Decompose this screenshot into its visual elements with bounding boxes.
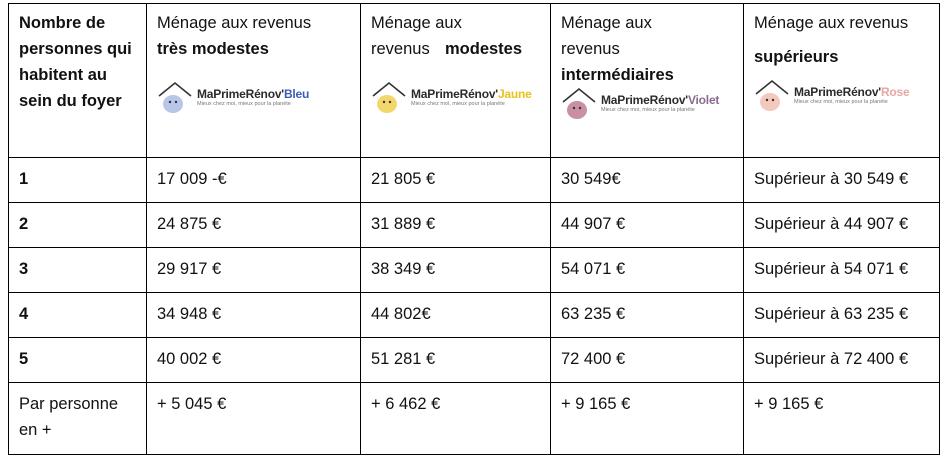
modestes-cell: + 6 462 € [361,383,551,455]
superieurs-cell: + 9 165 € [744,383,940,455]
intermediaires-cell: 63 235 € [551,293,744,338]
superieurs-cell: Supérieur à 72 400 € [744,338,940,383]
persons-cell: 5 [9,338,147,383]
maprimerenov-bleu-logo [157,80,350,116]
logo-tagline: Mieux chez moi, mieux pour la planète [601,107,695,113]
table-header-row [9,4,940,158]
header-modestes-bold: modestes [445,40,523,58]
modestes-cell: 21 805 € [361,158,551,203]
persons-cell: 2 [9,203,147,248]
tres-modestes-cell: 24 875 € [147,203,361,248]
logo-tagline: Mieux chez moi, mieux pour la planète [411,101,505,107]
logo-tagline: Mieux chez moi, mieux pour la planète [197,101,291,107]
table-row-per-person [9,383,940,455]
logo-brand: MaPrimeRénov'Rose [794,85,910,99]
tres-modestes-cell: + 5 045 € [147,383,361,455]
modestes-cell: 38 349 € [361,248,551,293]
header-persons-label: Nombre de personnes qui habitent au sein du foyer [19,14,132,110]
modestes-cell: 51 281 € [361,338,551,383]
logo-tagline: Mieux chez moi, mieux pour la planète [794,99,888,105]
tres-modestes-cell: 29 917 € [147,248,361,293]
header-superieurs [744,4,940,158]
logo-brand: MaPrimeRénov'Bleu [197,87,310,101]
superieurs-cell: Supérieur à 30 549 € [744,158,940,203]
logo-brand: MaPrimeRénov'Violet [601,93,720,107]
table-row [9,248,940,293]
header-modestes [361,4,551,158]
house-face-icon [157,80,197,116]
header-tres-modestes-bold: très modestes [157,40,269,58]
table-row [9,338,940,383]
header-modestes-pre: Ménage aux revenus [371,14,462,58]
table-row [9,158,940,203]
maprimerenov-jaune-logo [371,80,540,116]
maprimerenov-violet-logo [561,86,733,122]
house-face-icon [371,80,411,116]
superieurs-cell: Supérieur à 54 071 € [744,248,940,293]
table-row [9,293,940,338]
table-row [9,203,940,248]
house-face-icon [754,78,794,114]
header-intermediaires-pre: Ménage aux revenus [561,14,652,58]
tres-modestes-cell: 40 002 € [147,338,361,383]
superieurs-cell: Supérieur à 63 235 € [744,293,940,338]
header-tres-modestes-pre: Ménage aux revenus [157,14,312,32]
header-superieurs-pre: Ménage aux revenus [754,14,909,32]
intermediaires-cell: 44 907 € [551,203,744,248]
header-persons [9,4,147,158]
tres-modestes-cell: 17 009 -€ [147,158,361,203]
header-intermediaires-bold: intermédiaires [561,66,674,84]
persons-cell: 4 [9,293,147,338]
maprimerenov-rose-logo [754,78,929,114]
intermediaires-cell: 54 071 € [551,248,744,293]
header-intermediaires [551,4,744,158]
superieurs-cell: Supérieur à 44 907 € [744,203,940,248]
intermediaires-cell: + 9 165 € [551,383,744,455]
header-superieurs-bold: supérieurs [754,48,839,66]
intermediaires-cell: 72 400 € [551,338,744,383]
tres-modestes-cell: 34 948 € [147,293,361,338]
modestes-cell: 31 889 € [361,203,551,248]
house-face-icon [561,86,601,122]
modestes-cell: 44 802€ [361,293,551,338]
income-threshold-table [8,3,940,455]
persons-cell: 3 [9,248,147,293]
header-tres-modestes [147,4,361,158]
per-person-label: Par personne en + [9,383,147,455]
logo-brand: MaPrimeRénov'Jaune [411,87,532,101]
intermediaires-cell: 30 549€ [551,158,744,203]
persons-cell: 1 [9,158,147,203]
